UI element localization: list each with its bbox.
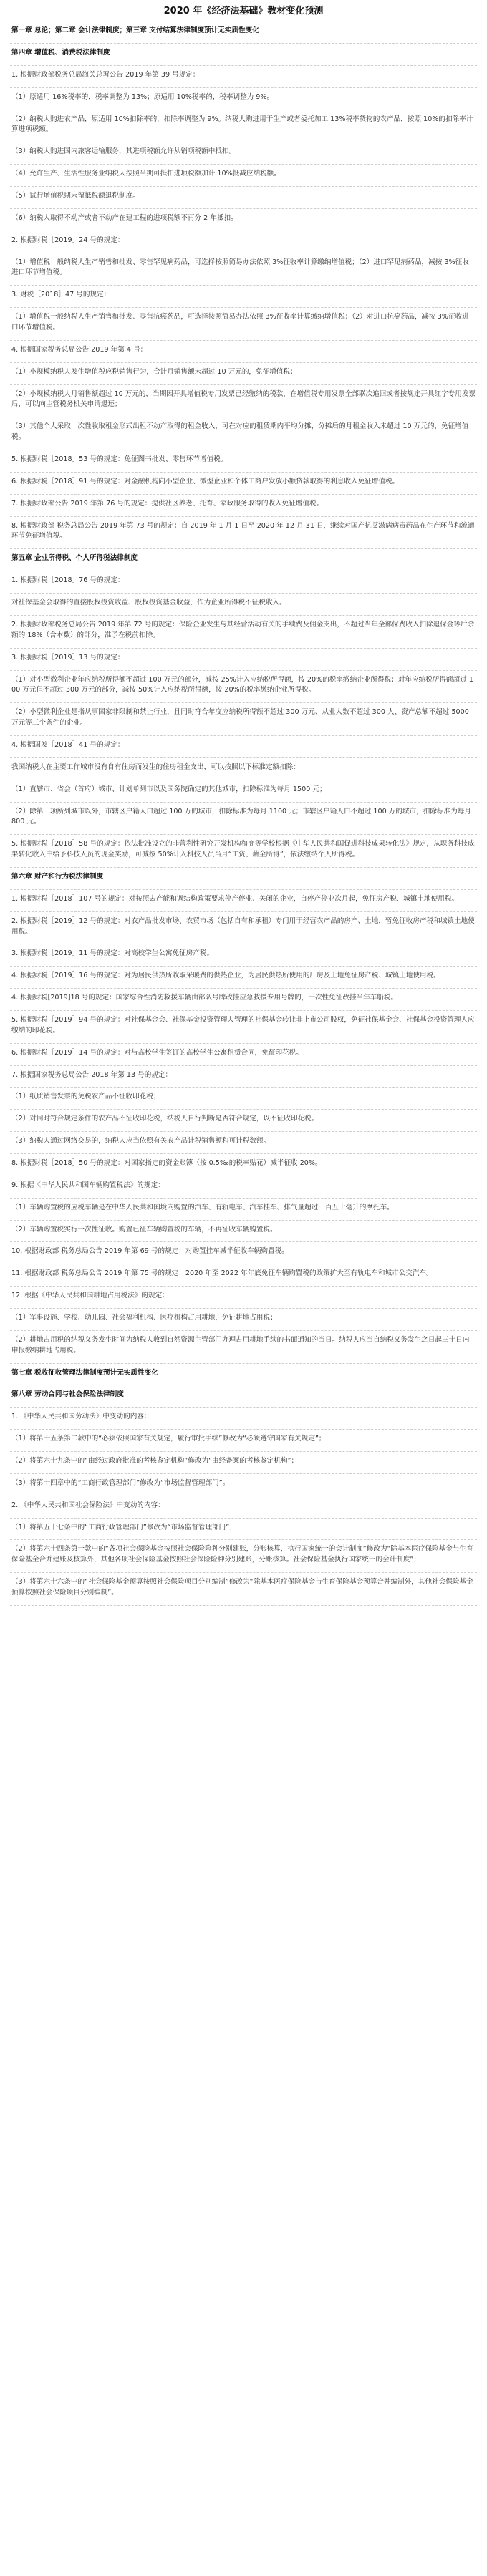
paragraph: 3. 根据财税［2019］11 号的规定：对高校学生公寓免征房产税。 — [10, 944, 477, 967]
paragraph: 3. 财税［2018］47 号的规定： — [10, 286, 477, 308]
paragraph: （1）直辖市、省会（首府）城市、计划单列市以及国务院确定的其他城市，扣除标准为每月 1500 元； — [10, 780, 477, 803]
paragraph: 5. 根据财税［2019］94 号的规定：对社保基金会、社保基金投资管理人管理的社保基金转让非上市公司股权，免征社保基金会、社保基金投资管理人应缴纳的印花税。 — [10, 1011, 477, 1044]
paragraph: （1）原适用 16%税率的，税率调整为 13%；原适用 10%税率的，税率调整为 9%。 — [10, 88, 477, 110]
paragraph: 1. 根据财税［2018］107 号的规定：对按照去产能和调结构政策要求停产停业、关闭的企业，自停产停业次月起，免征房产税、城镇土地使用税。 — [10, 890, 477, 912]
paragraph: 1. 《中华人民共和国劳动法》中变动的内容： — [10, 1408, 477, 1430]
paragraph: （2）小规模纳税人月销售额超过 10 万元的，当期因开具增值税专用发票已经缴纳的税款，在增值税专用发票全部联次追回或者按规定开具红字专用发票后，可以向主管税务机关申请退还； — [10, 385, 477, 418]
paragraph: 12. 根据《中华人民共和国耕地占用税法》的规定： — [10, 1287, 477, 1309]
paragraph: 5. 根据财税［2018］53 号的规定：免征图书批发、零售环节增值税。 — [10, 450, 477, 473]
paragraph: （2）车辆购置税实行一次性征收。购置已征车辆购置税的车辆，不再征收车辆购置税。 — [10, 1221, 477, 1243]
paragraph: 11. 根据财政部 税务总局公告 2019 年第 75 号的规定：2020 年至 2022 年年底免征车辆购置税的政策扩大至有轨电车和城市公交汽车。 — [10, 1264, 477, 1287]
section-heading: 第四章 增值税、消费税法律制度 — [10, 44, 477, 66]
paragraph: （1）将第十五条第二款中的“必须依照国家有关规定，履行审批手续”修改为“必须遵守国家有关规定”； — [10, 1430, 477, 1452]
paragraph: （2）小型微利企业是指从事国家非限制和禁止行业，且同时符合年度应纳税所得额不超过 300 万元、从业人数不超过 300 人、资产总额不超过 5000 万元等三个条件的企业。 — [10, 703, 477, 736]
paragraph: （1）纸质销售发票的免税农产品不征收印花税； — [10, 1088, 477, 1110]
page-title: 2020 年《经济法基础》教材变化预测 — [163, 6, 324, 16]
paragraph: 8. 根据财政部 税务总局公告 2019 年第 73 号的规定：自 2019 年 1 月 1 日至 2020 年 12 月 31 日，继续对国产抗艾滋病病毒药品在生产环节和流通环节免征增值税。 — [10, 517, 477, 550]
paragraph: 4. 根据财税[2019]18 号的规定：国家综合性消防救援车辆由部队号牌改挂应急救援专用号牌的，一次性免征改挂当年车船税。 — [10, 989, 477, 1011]
paragraph: 4. 根据国家税务总局公告 2019 年第 4 号： — [10, 341, 477, 363]
paragraph: 2. 《中华人民共和国社会保险法》中变动的内容： — [10, 1496, 477, 1519]
paragraph: 1. 根据财税［2018］76 号的规定： — [10, 571, 477, 594]
paragraph: （5）试行增值税期末留抵税额退税制度。 — [10, 187, 477, 209]
paragraph: （3）纳税人购进国内旅客运输服务，其进项税额允许从销项税额中抵扣。 — [10, 142, 477, 165]
paragraph: （2）除第一项所列城市以外，市辖区户籍人口超过 100 万的城市，扣除标准为每月 1100 元；市辖区户籍人口不超过 100 万的城市，扣除标准为每月 800 元。 — [10, 803, 477, 836]
paragraph: 对社保基金会取得的直接股权投资收益、股权投资基金收益，作为企业所得税不征税收入。 — [10, 594, 477, 616]
paragraph: （2）对同时符合规定条件的农产品不征收印花税，纳税人自行判断是否符合规定，以不征收印花税。 — [10, 1110, 477, 1132]
section-heading: 第五章 企业所得税、个人所得税法律制度 — [10, 549, 477, 571]
intro-line: 第一章 总论；第二章 会计法律制度；第三章 支付结算法律制度预计无实质性变化 — [10, 21, 477, 44]
paragraph: 7. 根据国家税务总局公告 2018 年第 13 号的规定： — [10, 1066, 477, 1088]
document-body — [10, 21, 477, 1606]
paragraph: （1）增值税一般纳税人生产销售和批发、零售抗癌药品，可选择按照简易办法依照 3%征收率计算缴纳增值税；（2）对进口抗癌药品，减按 3%征收进口环节增值税。 — [10, 308, 477, 341]
paragraph: （1）增值税一般纳税人生产销售和批发、零售罕见病药品，可选择按照简易办法依照 3%征收率计算缴纳增值税；（2）进口罕见病药品，减按 3%征收进口环节增值税。 — [10, 253, 477, 286]
paragraph: （3）纳税人通过网络交易的，纳税人应当依照有关农产品计税销售额和可计税数额。 — [10, 1132, 477, 1154]
section-heading: 第七章 税收征收管理法律制度预计无实质性变化 — [10, 1364, 477, 1386]
section-heading: 第八章 劳动合同与社会保险法律制度 — [10, 1385, 477, 1408]
paragraph: 我国纳税人在主要工作城市没有自有住房而发生的住房租金支出，可以按照以下标准定额扣除： — [10, 758, 477, 780]
paragraph: 9. 根据《中华人民共和国车辆购置税法》的规定： — [10, 1176, 477, 1199]
paragraph: （2）纳税人购进农产品，原适用 10%扣除率的，扣除率调整为 9%。纳税人购进用于生产或者委托加工 13%税率货物的农产品，按照 10%的扣除率计算进项税额。 — [10, 110, 477, 143]
paragraph: 3. 根据财税［2019］13 号的规定： — [10, 649, 477, 671]
paragraph: 6. 根据财税［2019］14 号的规定：对与高校学生签订的高校学生公寓租赁合同，免征印花税。 — [10, 1044, 477, 1066]
paragraph: 8. 根据财税［2018］50 号的规定：对国家指定的资金账簿（按 0.5‰的税率贴花）减半征收 20%。 — [10, 1154, 477, 1176]
paragraph: 2. 根据财税［2019］12 号的规定：对农产品批发市场、农贸市场（包括自有和承租）专门用于经营农产品的房产、土地，暂免征收房产税和城镇土地使用税。 — [10, 912, 477, 945]
paragraph: 5. 根据财税［2018］58 号的规定：依法批准设立的非营利性研究开发机构和高等学校根据《中华人民共和国促进科技成果转化法》规定，从职务科技成果转化收入中给予科技人员的现金奖励，可减按 50%计入科技人员当月“工资、薪金所得”，依法缴纳个人所得税。 — [10, 835, 477, 868]
paragraph: （6）纳税人取得不动产或者不动产在建工程的进项税额不再分 2 年抵扣。 — [10, 209, 477, 231]
paragraph: （3）将第十四章中的“工商行政管理部门”修改为“市场监督管理部门”。 — [10, 1474, 477, 1496]
paragraph: （1）将第五十七条中的“工商行政管理部门”修改为“市场监督管理部门”； — [10, 1519, 477, 1541]
paragraph: （2）将第六十九条中的“由经过政府批准的考核鉴定机构”修改为“由经备案的考核鉴定机构”； — [10, 1452, 477, 1474]
paragraph: （4）允许生产、生活性服务业纳税人按照当期可抵扣进项税额加计 10%抵减应纳税额。 — [10, 165, 477, 187]
paragraph: （1）车辆购置税的应税车辆是在中华人民共和国境内购置的汽车、有轨电车、汽车挂车、排气量超过一百五十毫升的摩托车。 — [10, 1199, 477, 1221]
paragraph: 1. 根据财政部税务总局海关总署公告 2019 年第 39 号规定： — [10, 66, 477, 88]
paragraph: （2）将第六十四条第一款中的“各项社会保险基金按照社会保险险种分别建账，分账核算，执行国家统一的会计制度”修改为“除基本医疗保险基金与生育保险基金合并建账及核算外，其他各项社会保险基金按照社会保险险种分别建账，分账核算。社会保险基金执行国家统一的会计制度”； — [10, 1540, 477, 1573]
paragraph: 7. 根据财政部公告 2019 年第 76 号的规定：提供社区养老、托育、家政服务取得的收入免征增值税。 — [10, 495, 477, 517]
paragraph: 2. 根据财政部税务总局公告 2019 年第 72 号的规定：保险企业发生与其经营活动有关的手续费及佣金支出，不超过当年全部保费收入扣除退保金等后余额的 18%（含本数）的部分，准予在税前扣除。 — [10, 616, 477, 649]
paragraph: 10. 根据财政部 税务总局公告 2019 年第 69 号的规定：对购置挂车减半征收车辆购置税。 — [10, 1242, 477, 1264]
paragraph: 6. 根据财税［2018］91 号的规定：对金融机构向小型企业、微型企业和个体工商户发放小额贷款取得的利息收入免征增值税。 — [10, 473, 477, 495]
paragraph: 2. 根据财税［2019］24 号的规定： — [10, 231, 477, 253]
paragraph: （3）将第六十六条中的“社会保险基金预算按照社会保险项目分别编制”修改为“除基本医疗保险基金与生育保险基金预算合并编制外，其他社会保险基金预算按照社会保险项目分别编制”。 — [10, 1573, 477, 1606]
paragraph: （1）军事设施、学校、幼儿园、社会福利机构、医疗机构占用耕地，免征耕地占用税； — [10, 1309, 477, 1331]
section-heading: 第六章 财产和行为税法律制度 — [10, 868, 477, 890]
paragraph: （2）耕地占用税的纳税义务发生时间为纳税人收到自然资源主管部门办理占用耕地手续的书面通知的当日。纳税人应当自纳税义务发生之日起三十日内申报缴纳耕地占用税。 — [10, 1331, 477, 1364]
paragraph: 4. 根据财税［2019］16 号的规定：对为居民供热所收取采暖费的供热企业，为居民供热所使用的厂房及土地免征房产税、城镇土地使用税。 — [10, 967, 477, 989]
paragraph: 4. 根据国发［2018］41 号的规定： — [10, 736, 477, 758]
paragraph: （1）小规模纳税人发生增值税应税销售行为，合计月销售额未超过 10 万元的，免征增值税； — [10, 363, 477, 385]
paragraph: （3）其他个人采取一次性收取租金形式出租不动产取得的租金收入，可在对应的租赁期内平均分摊，分摊后的月租金收入未超过 10 万元的，免征增值税。 — [10, 417, 477, 450]
paragraph: （1）对小型微利企业年应纳税所得额不超过 100 万元的部分，减按 25%计入应纳税所得额，按 20%的税率缴纳企业所得税；对年应纳税所得额超过 100 万元但不超过 300 万元的部分，减按 50%计入应纳税所得额，按 20%的税率缴纳企业所得税。 — [10, 671, 477, 704]
